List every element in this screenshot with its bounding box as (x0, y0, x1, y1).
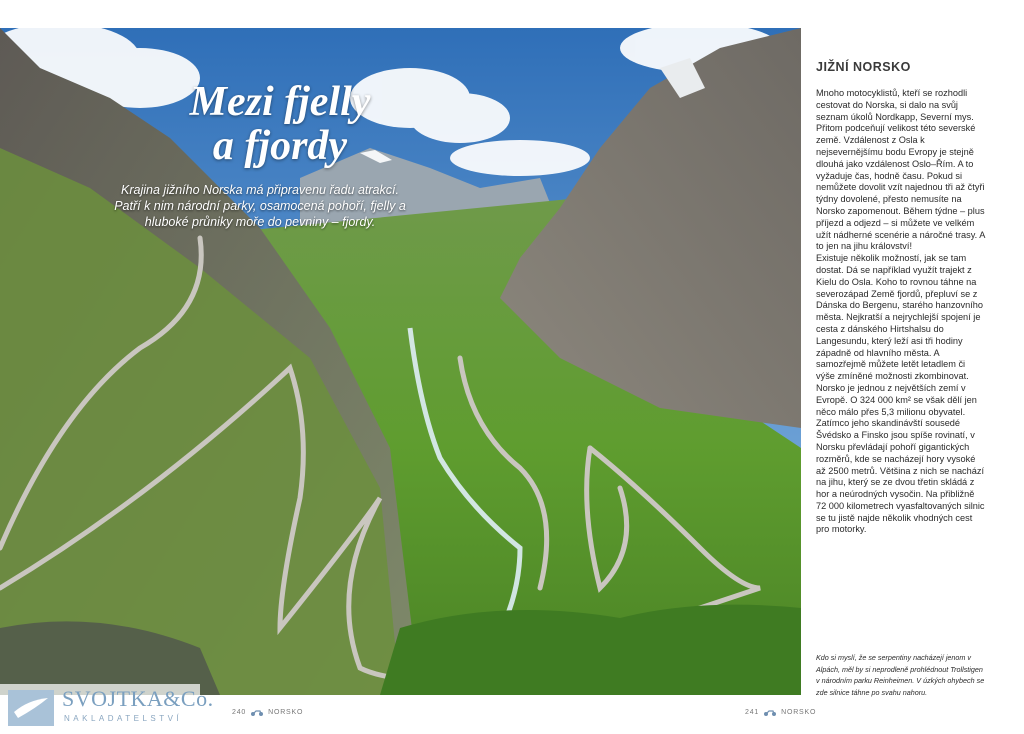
section-title: JIŽNÍ NORSKO (816, 60, 911, 74)
folio-right (745, 709, 816, 716)
motorcycle-icon (250, 709, 264, 716)
sidebar-article (816, 60, 986, 536)
headline-line-2: a fjordy (212, 123, 348, 169)
brand-logo-icon (8, 690, 54, 726)
valley-landscape (0, 28, 801, 695)
page-number-right: 241 (745, 709, 760, 716)
brand-subtitle: NAKLADATELSTVÍ (64, 714, 183, 723)
brand-name: SVOJTKA&Co. (62, 686, 214, 711)
hero-photo (0, 28, 801, 695)
photo-caption: Kdo si myslí, že se serpentiny nacházejí jenom v Alpách, měl by si neprodleně prohlédnout Trollstigen v národním parku Reinheimen. V úzkých ohybech se zde silnice táhne po svahu nahoru. (816, 653, 985, 697)
body-text: Mnoho motocyklistů, kteří se rozhodli cestovat do Norska, si dalo na svůj seznam úkolů Nordkapp, Severní mys. Přitom podceňují velikost této severské země. Vzdálenost z Osla k nejsevernějšímu bodu Evropy je stejně dlouhá jako vzdálenost Oslo–Řím. A to vyžaduje čas, hodně času. Pokud si nemůžete dovolit vzít najednou tři až čtyři týdny dovolené, přesto nemusíte na Norsko zapomenout. Během týdne – plus příjezd a odjezd – si můžete ve velkém užít nádherné scenérie a náročné trasy. A to jen na jihu království! Existuje několik možností, jak se tam dostat. Dá se například využít trajekt z Kielu do Osla. Koho to rovnou táhne na severozápad Země fjordů, přepluví se z Dánska do Bergenu, starého hanzovního města. Nejkratší a nejrychlejší spojení je cesta z dánského Hirtshalsu do Langesundu, který leží asi tři hodiny západně od hlavního města. A samozřejmě můžete letět letadlem či výše zmíněné možnosti zkombinovat. Norsko je jednou z největších zemí v Evropě. O 324 000 km² se však dělí jen něco málo přes 5,3 milionu obyvatel. Zatímco jeho skandinávští sousedé Švédsko a Finsko jsou spíše rovinatí, v Norsku převládají pohoří gigantických rozměrů, kde se nacházejí hory vysoké až 2500 metrů. Většina z nich se nachází na jihu, který se ze dvou třetin skládá z hor a neúrodných vysočin. Na přibližně 72 000 kilometrech vyasfaltovaných silnic se tu jistě najde několik vhodných cest pro motorky. (816, 88, 985, 535)
folio-left (232, 709, 303, 716)
folio-label-left: NORSKO (268, 709, 304, 716)
publisher-watermark (0, 684, 214, 732)
lede-paragraph: Krajina jižního Norska má připravenu řadu atrakcí. Patří k nim národní parky, osamocená pohoří, fjelly a hluboké průniky moře do pevniny – fjordy. (114, 183, 406, 229)
folio-label-right: NORSKO (781, 709, 817, 716)
motorcycle-icon (763, 709, 777, 716)
headline-line-1: Mezi fjelly (189, 79, 371, 125)
page-number-left: 240 (232, 709, 247, 716)
spread-headline (160, 80, 400, 168)
